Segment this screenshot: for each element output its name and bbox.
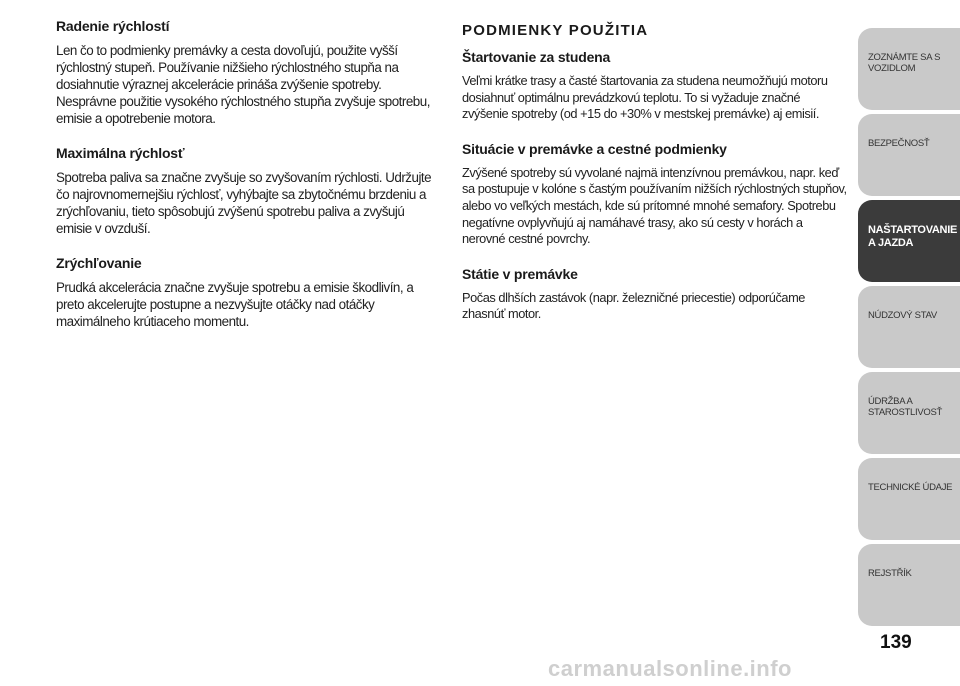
tab-index[interactable]: [858, 544, 960, 626]
tab-label-line1: NAŠTARTOVANIE: [868, 224, 957, 236]
tab-emergency[interactable]: [858, 286, 960, 368]
tab-label-line1: NÚDZOVÝ STAV: [868, 310, 937, 321]
watermark: carmanualsonline.info: [548, 656, 792, 681]
section-traffic-conditions: [462, 141, 847, 248]
section-title: Státie v premávke: [462, 265, 578, 282]
section-title: Situácie v premávke a cestné podmienky: [462, 140, 727, 157]
right-column: [462, 18, 847, 341]
section-text: Spotreba paliva sa značne zvyšuje so zvyšovaním rýchlosti. Udržujte čo najrovnomernejšiu rýchlosť, vyhýbajte sa zbytočnému brzdeniu a zrýchľovaniu, tieto spôsobujú zvýšenú spotrebu paliva a zvyšujú emisie v ovzduší.: [56, 170, 432, 236]
tab-maintenance[interactable]: [858, 372, 960, 454]
tab-label-line1: ZOZNÁMTE SA S: [868, 52, 941, 63]
section-standing-traffic: [462, 266, 847, 323]
section-text: Zvýšené spotreby sú vyvolané najmä intenzívnou premávkou, napr. keď sa postupuje v kolóne s častým používaním nižších rýchlostných stupňov, alebo vo veľkých mestách, kde sú prítomné mnohé semafory. Spotrebu negatívne ovplyvňujú aj namáhavé trasy, ako sú cesty v horách a nerovné cestné povrchy.: [462, 164, 847, 247]
section-acceleration: [56, 255, 436, 330]
section-title: Maximálna rýchlosť: [56, 145, 185, 161]
tab-label-line2: STAROSTLIVOSŤ: [868, 407, 943, 418]
section-text: Len čo to podmienky premávky a cesta dovoľujú, použite vyšší rýchlostný stupeň. Používanie nižšieho rýchlostného stupňa na dosiahnutie výraznej akcelerácie prináša zvýšenie spotreby. Nesprávne použitie vysokého rýchlostného stupňa zvyšuje spotrebu, emisie a opotrebenie motora.: [56, 43, 430, 126]
section-max-speed: [56, 145, 436, 237]
section-text: Prudká akcelerácia značne zvyšuje spotrebu a emisie škodlivín, a preto akcelerujte postupne a nezvyšujte otáčky nad otáčky maximálneho krútiaceho momentu.: [56, 280, 414, 329]
chapter-tabs: [858, 28, 960, 630]
chapter-heading: PODMIENKY POUŽITIA: [462, 22, 649, 39]
section-title: Radenie rýchlostí: [56, 18, 170, 34]
tab-label-line1: BEZPEČNOSŤ: [868, 138, 930, 149]
section-title: Zrýchľovanie: [56, 255, 142, 271]
tab-get-to-know-vehicle[interactable]: [858, 28, 960, 110]
left-column: [56, 18, 436, 348]
tab-technical-data[interactable]: [858, 458, 960, 540]
section-cold-start: [462, 49, 847, 123]
section-text: Počas dlhších zastávok (napr. železničné priecestie) odporúčame zhasnúť motor.: [462, 289, 805, 322]
tab-label-line2: A JAZDA: [868, 237, 914, 249]
tab-label-line1: REJSTŘÍK: [868, 568, 912, 579]
section-gear-shifting: [56, 18, 436, 127]
page-number: 139: [880, 632, 912, 653]
tab-label-line1: ÚDRŽBA A: [868, 396, 913, 407]
tab-starting-driving[interactable]: [858, 200, 960, 282]
section-title: Štartovanie za studena: [462, 49, 611, 65]
tab-label-line2: VOZIDLOM: [868, 63, 916, 74]
tab-label-line1: TECHNICKÉ ÚDAJE: [868, 482, 953, 493]
tab-safety[interactable]: [858, 114, 960, 196]
section-text: Veľmi krátke trasy a časté štartovania za studena neumožňujú motoru dosiahnuť optimálnu prevádzkovú teplotu. To si vyžaduje značné zvýšenie spotreby (od +15 do +30% v mestskej premávke) aj emisií.: [462, 73, 828, 122]
